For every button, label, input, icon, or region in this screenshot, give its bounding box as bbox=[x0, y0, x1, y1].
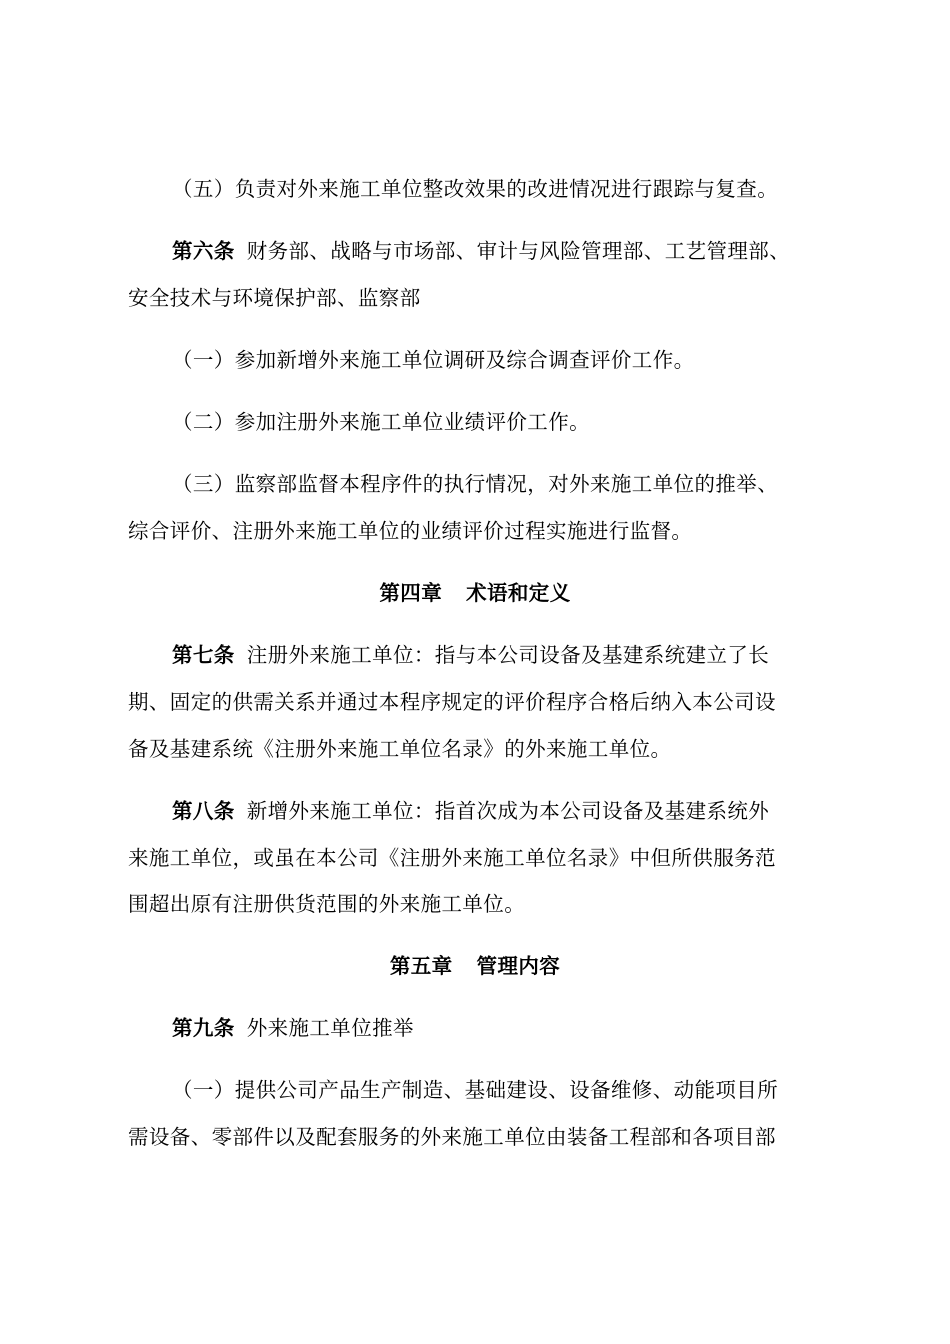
chapter-5-heading bbox=[128, 952, 822, 980]
article-8-label: 第八条 bbox=[172, 799, 235, 823]
chapter-5-title: 管理内容 bbox=[476, 954, 561, 978]
paragraph-line: （三）监察部监督本程序件的执行情况，对外来施工单位的推举、 bbox=[172, 472, 779, 496]
paragraph-line: 需设备、零部件以及配套服务的外来施工单位由装备工程部和各项目部 bbox=[128, 1125, 776, 1149]
article-9-label: 第九条 bbox=[172, 1016, 235, 1040]
paragraph-line: 期、固定的供需关系并通过本程序规定的评价程序合格后纳入本公司设 bbox=[128, 690, 776, 714]
paragraph-line: 备及基建系统《注册外来施工单位名录》的外来施工单位。 bbox=[128, 737, 672, 761]
paragraph-line: （一）参加新增外来施工单位调研及综合调查评价工作。 bbox=[172, 348, 695, 372]
article-7-label: 第七条 bbox=[172, 643, 235, 667]
article-9-line bbox=[172, 1014, 822, 1042]
article-6-label: 第六条 bbox=[172, 239, 235, 263]
paragraph-line: 安全技术与环境保护部、监察部 bbox=[128, 286, 421, 310]
paragraph-line: （二）参加注册外来施工单位业绩评价工作。 bbox=[172, 410, 590, 434]
chapter-4-heading bbox=[128, 579, 822, 607]
article-8-line bbox=[172, 797, 822, 825]
paragraph-line: 围超出原有注册供货范围的外来施工单位。 bbox=[128, 892, 526, 916]
article-8-text: 新增外来施工单位：指首次成为本公司设备及基建系统外 bbox=[246, 799, 770, 823]
paragraph-line: 来施工单位，或虽在本公司《注册外来施工单位名录》中但所供服务范 bbox=[128, 846, 776, 870]
article-7-line bbox=[172, 641, 822, 669]
chapter-4-number: 第四章 bbox=[379, 581, 443, 605]
article-9-text: 外来施工单位推举 bbox=[246, 1016, 414, 1040]
chapter-5-number: 第五章 bbox=[389, 954, 453, 978]
article-6-line bbox=[172, 237, 822, 265]
paragraph-line: （一）提供公司产品生产制造、基础建设、设备维修、动能项目所 bbox=[172, 1078, 779, 1102]
paragraph-line: （五）负责对外来施工单位整改效果的改进情况进行跟踪与复查。 bbox=[172, 177, 779, 201]
article-6-text: 财务部、战略与市场部、审计与风险管理部、工艺管理部、 bbox=[246, 239, 791, 263]
paragraph-line: 综合评价、注册外来施工单位的业绩评价过程实施进行监督。 bbox=[128, 519, 693, 543]
chapter-4-title: 术语和定义 bbox=[466, 581, 571, 605]
article-7-text: 注册外来施工单位：指与本公司设备及基建系统建立了长 bbox=[246, 643, 770, 667]
